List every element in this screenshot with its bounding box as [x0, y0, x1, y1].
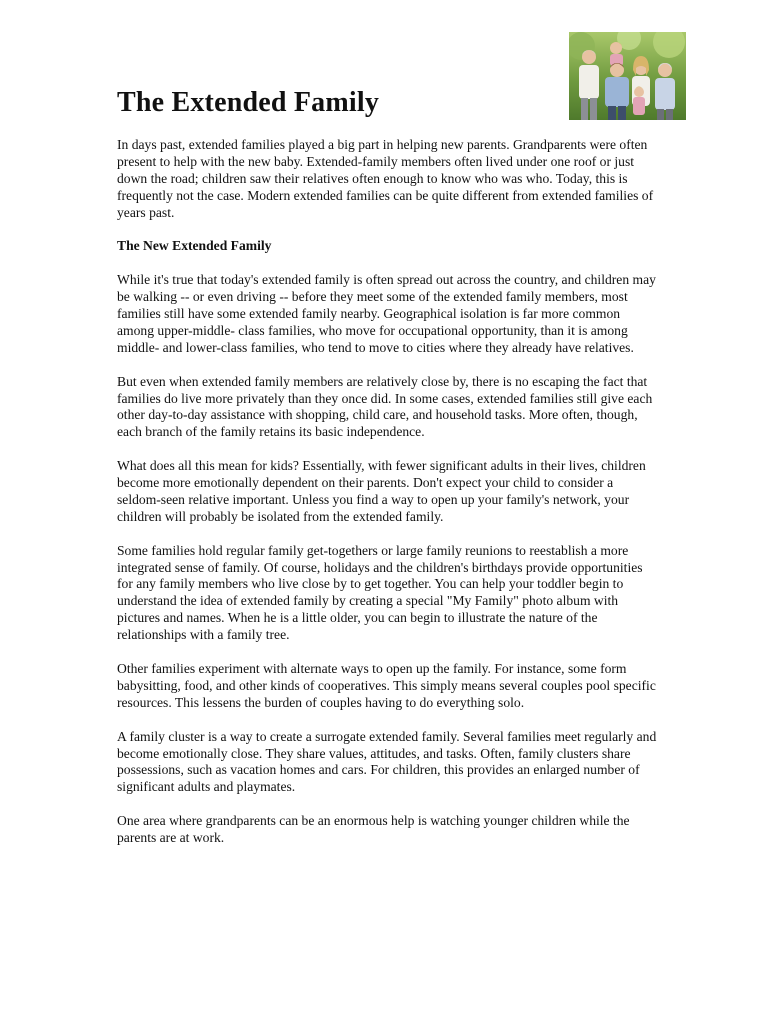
- body-paragraph-intro: In days past, extended families played a big part in helping new parents. Grandparents were often present to help with the new baby. Extended-family members often lived under one roof or just down the road; children saw their relatives often enough to know who was who. Today, this is frequently not the case. Modern extended families can be quite different from extended families of years past.: [117, 137, 654, 220]
- document-title: The Extended Family: [117, 87, 380, 118]
- body-paragraph: Other families experiment with alternate ways to open up the family. For instance, some form babysitting, food, and other kinds of cooperatives. This simply means several couples pool specific resources. This lessens the burden of couples having to do everything solo.: [117, 661, 656, 710]
- body-paragraph: What does all this mean for kids? Essentially, with fewer significant adults in their lives, children become more emotionally dependent on their parents. Don't expect your child to consider a seldom-seen relative important. Unless you find a way to open up your family's network, your children will probably be isolated from the extended family.: [117, 458, 646, 524]
- family-photo-illustration: [569, 32, 686, 120]
- body-paragraph: Some families hold regular family get-togethers or large family reunions to reestablish a more integrated sense of family. Of course, holidays and the children's birthdays provide opportunities for any family members who live close by to get together. You can help your toddler begin to understand the idea of extended family by creating a special "My Family" photo album with pictures and names. When he is a little older, you can begin to illustrate the nature of the relationships with a family tree.: [117, 542, 643, 643]
- body-paragraph: While it's true that today's extended family is often spread out across the country, and children may be walking -- or even driving -- before they meet some of the extended family members, most families still have some extended family nearby. Geographical isolation is far more common among upper-middle- class families, who move for occupational opportunity, than it is among middle- and lower-class families, who tend to move to cities where they already have relatives.: [117, 272, 656, 355]
- body-paragraph: One area where grandparents can be an enormous help is watching younger children while the parents are at work.: [117, 813, 630, 846]
- document-body: [117, 137, 657, 864]
- family-photo: [569, 32, 686, 120]
- section-heading: The New Extended Family: [117, 238, 272, 254]
- body-paragraph: But even when extended family members are relatively close by, there is no escaping the fact that families do live more privately than they once did. In some cases, extended families still give each other day-to-day assistance with shopping, child care, and household tasks. More often, though, each branch of the family retains its basic independence.: [117, 373, 653, 440]
- body-paragraph: A family cluster is a way to create a surrogate extended family. Several families meet regularly and become emotionally close. They share values, attitudes, and tasks. Often, family clusters share possessions, such as vacation homes and cars. For children, this provides an enlarged number of significant adults and playmates.: [117, 728, 657, 795]
